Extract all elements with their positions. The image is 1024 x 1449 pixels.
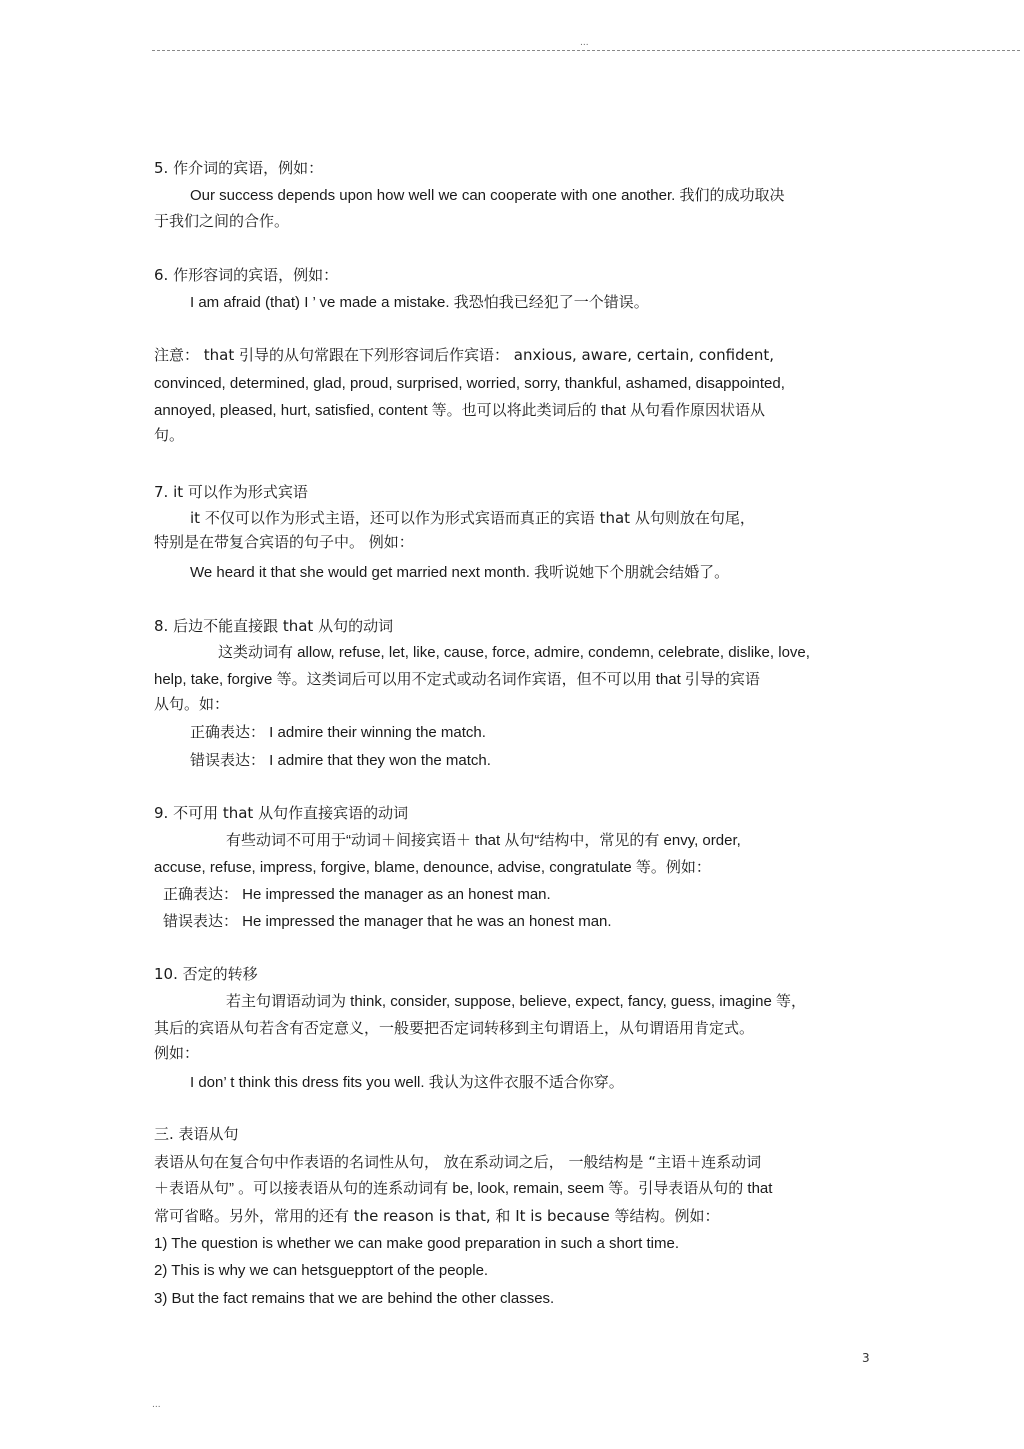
section-8-body-3: 从句。如： — [154, 695, 230, 713]
section-7-body-1: it 不仅可以作为形式主语，还可以作为形式宾语而真正的宾语 that 从句则放在句尾， — [190, 509, 755, 527]
section-9-body-1: 有些动词不可用于“动词＋间接宾语＋ that 从句“结构中，常见的有 envy, order, — [226, 832, 741, 849]
note-line-3: annoyed, pleased, hurt, satisfied, content 等。也可以将此类词后的 that 从句看作原因状语从 — [154, 402, 766, 419]
page-number: 3 — [862, 1351, 870, 1365]
section-10-body-3: 例如： — [154, 1044, 200, 1062]
section-9-heading: 9. 不可用 that 从句作直接宾语的动词 — [154, 804, 409, 822]
section-9-wrong: 错误表达： He impressed the manager that he was an honest man. — [163, 913, 612, 930]
section-8-heading: 8. 后边不能直接跟 that 从句的动词 — [154, 617, 394, 635]
note-line-1: 注意： that 引导的从句常跟在下列形容词后作宾语： anxious, aware, certain, confident, — [154, 346, 775, 364]
section-7-heading: 7. it 可以作为形式宾语 — [154, 483, 308, 501]
section-5-example-cont: 于我们之间的合作。 — [154, 212, 290, 230]
section-8-body-2: help, take, forgive 等。这类词后可以用不定式或动名词作宾语，但不可以用 that 引导的宾语 — [154, 671, 760, 688]
section-3-example-1: 1) The question is whether we can make good preparation in such a short time. — [154, 1235, 680, 1252]
note-line-4: 句。 — [154, 426, 185, 444]
section-10-body-2: 其后的宾语从句若含有否定意义，一般要把否定词转移到主句谓语上，从句谓语用肯定式。 — [154, 1019, 755, 1037]
section-10-example: I don’ t think this dress fits you well. 我认为这件衣服不适合你穿。 — [190, 1074, 624, 1091]
section-7-example: We heard it that she would get married next month. 我听说她下个朋就会结婚了。 — [190, 564, 730, 581]
section-8-wrong: 错误表达： I admire that they won the match. — [190, 752, 491, 769]
section-3-heading: 三. 表语从句 — [154, 1125, 239, 1143]
section-8-body-1: 这类动词有 allow, refuse, let, like, cause, force, admire, condemn, celebrate, dislike, love, — [218, 644, 810, 661]
section-8-correct: 正确表达： I admire their winning the match. — [190, 724, 486, 741]
section-6-heading: 6. 作形容词的宾语，例如： — [154, 266, 339, 284]
section-9-correct: 正确表达： He impressed the manager as an honest man. — [163, 886, 551, 903]
section-3-body-1: 表语从句在复合句中作表语的名词性从句， 放在系动词之后， 一般结构是 “主语＋连系动词 — [154, 1153, 762, 1171]
header-divider — [152, 50, 1020, 51]
section-10-heading: 10. 否定的转移 — [154, 965, 258, 983]
section-7-body-2: 特别是在带复合宾语的句子中。 例如： — [154, 533, 414, 551]
header-mark: ... — [580, 38, 589, 48]
section-3-example-3: 3) But the fact remains that we are behind the other classes. — [154, 1290, 555, 1307]
section-3-body-3: 常可省略。另外，常用的还有 the reason is that, 和 It is because 等结构。例如： — [154, 1207, 720, 1225]
section-5-heading: 5. 作介词的宾语，例如： — [154, 159, 324, 177]
section-3-example-2: 2) This is why we can hetsguepptort of the people. — [154, 1262, 489, 1279]
section-5-example: Our success depends upon how well we can cooperate with one another. 我们的成功取决 — [190, 187, 785, 204]
footer-mark: ... — [152, 1400, 161, 1410]
note-line-2: convinced, determined, glad, proud, surprised, worried, sorry, thankful, ashamed, disappointed, — [154, 375, 785, 392]
section-9-body-2: accuse, refuse, impress, forgive, blame, denounce, advise, congratulate 等。例如： — [154, 859, 711, 876]
section-6-example: I am afraid (that) I ’ ve made a mistake. 我恐怕我已经犯了一个错误。 — [190, 294, 649, 311]
section-3-body-2: ＋表语从句” 。可以接表语从句的连系动词有 be, look, remain, seem 等。引导表语从句的 that — [154, 1180, 773, 1197]
section-10-body-1: 若主句谓语动词为 think, consider, suppose, believe, expect, fancy, guess, imagine 等， — [226, 993, 806, 1010]
